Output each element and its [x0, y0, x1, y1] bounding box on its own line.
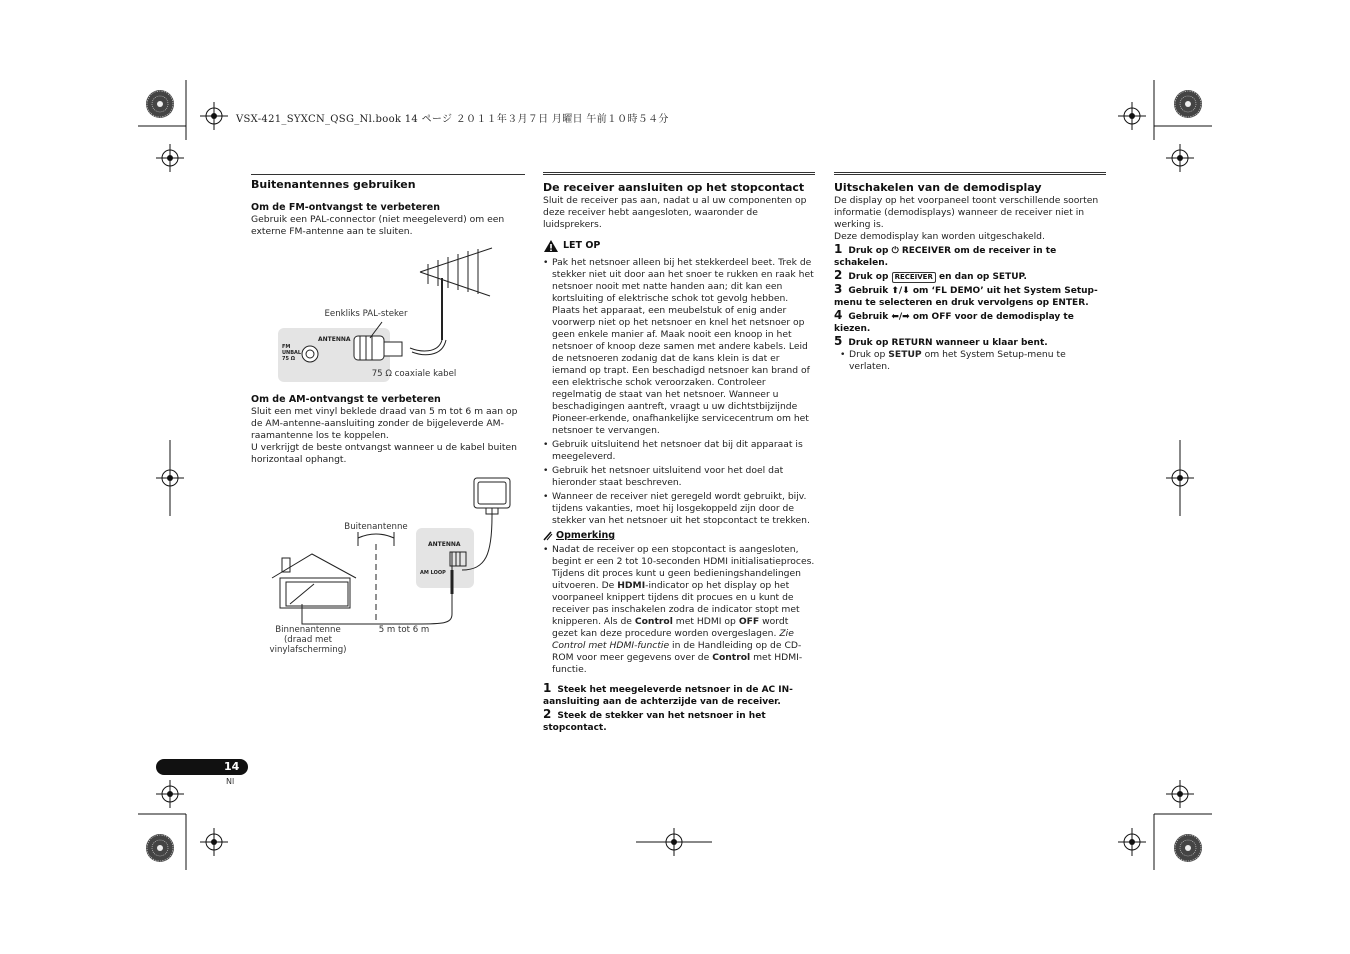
indoor-label-line-1: Binnenantenne [275, 625, 341, 635]
am-text-2: U verkrijgt de beste ontvangst wanneer u de kabel buiten horizontaal ophangt. [251, 442, 517, 465]
fm-panel-unbal-label: UNBAL [282, 350, 302, 356]
step-text: Steek de stekker van het netsnoer in het stopcontact. [543, 711, 766, 733]
step-number: 1 [834, 242, 843, 256]
step-3 [834, 283, 1108, 309]
note-list [543, 544, 815, 676]
note-text: Nadat de receiver op een stopcontact is aangesloten, begint er een 2 tot 10-seconden HDMI initialisatieproces. Tijdens dit proces kunt u geen bedieningshandelingen uitvoeren. De [552, 544, 815, 591]
note-text: -indicator op het display op het voorpaneel knippert tijdens dit procues en u kunt de receiver pas inschakelen zodra de indicator stopt met knipperen. Als de [552, 580, 800, 627]
tip-bold-setup: SETUP [888, 349, 922, 360]
list-item: • Gebruik het netsnoer uitsluitend voor het doel dat hieronder staat beschreven. [543, 465, 815, 489]
left-column [251, 178, 523, 238]
note-bold-control: Control [634, 616, 673, 627]
step-number: 1 [543, 681, 552, 695]
up-down-arrow-icon: ⬆/⬇ [891, 286, 910, 296]
note-bold-control: Control [712, 652, 751, 663]
step-text: Gebruik [848, 286, 892, 296]
step-2 [543, 708, 815, 734]
tip-list [840, 349, 1108, 373]
section-title: De receiver aansluiten op het stopcontact [543, 181, 805, 194]
middle-intro: Sluit de receiver pas aan, nadat u al uw componenten op deze receiver hebt aangesloten, waaronder de luidsprekers. [543, 195, 807, 230]
coax-cable-label: 75 Ω coaxiale kabel [371, 369, 457, 379]
am-panel-antenna-label: ANTENNA [428, 541, 461, 548]
step-1 [834, 243, 1108, 269]
list-item: • Wanneer de receiver niet geregeld wordt gebruikt, bijv. tijdens vakanties, moet hij losgekoppeld zijn door de stekker van het netsnoer uit het stopcontact te trekken. [543, 491, 815, 527]
indoor-label-line-2: (draad met [283, 635, 333, 645]
list-item: • Pak het netsnoer alleen bij het stekkerdeel beet. Trek de stekker niet uit door aan het snoer te rukken en raak het netsnoer nooit met natte handen aan; dit kan een kortsluiting of elektrische schok tot gevolg hebben. Plaats het apparaat, een meubelstuk of enig ander voorwerp niet op het netsnoer en knel het netsnoer op geen enkele manier af. Maak nooit een knoop in het netsnoer of knoop deze samen met andere kabels. Leid de netsnoeren zodanig dat de kans klein is dat er iemand op trapt. Een beschadigd netsnoer kan brand of een elektrische schok veroorzaken. Controleer regelmatig de staat van het netsnoer. Wanneer u beschadigingen aantreft, vraagt u uw dichtstbijzijnde Pioneer-erkende, onafhankelijke servicecentrum om het netsnoer te vervangen. [543, 257, 815, 437]
page-number: 14 [224, 760, 240, 773]
right-column [834, 181, 1108, 375]
list-item [840, 349, 1108, 373]
fm-text: Gebruik een PAL-connector (niet meegeleverd) om een externe FM-antenne aan te sluiten. [251, 214, 505, 237]
note-text: in de Handleiding op de CD-ROM voor meer gegevens over de [552, 640, 802, 663]
am-section [251, 394, 525, 466]
step-text: Druk op [848, 246, 892, 256]
step-text: om ‘FL DEMO’ uit het System Setup-menu te selecteren en druk vervolgens op ENTER. [834, 286, 1098, 308]
right-intro-2: Deze demodisplay kan worden uitgeschakeld. [834, 231, 1045, 242]
fm-subtitle: Om de FM-ontvangst te verbeteren [251, 202, 440, 213]
section-title: Uitschakelen van de demodisplay [834, 181, 1042, 194]
left-column-rule [251, 174, 525, 175]
step-number: 3 [834, 282, 843, 296]
am-panel-amloop-label: AM LOOP [420, 570, 446, 576]
right-intro: De display op het voorpaneel toont verschillende soorten informatie (demodisplays) wanneer de receiver niet in werking is. [834, 195, 1099, 230]
book-header-line: VSX-421_SYXCN_QSG_Nl.book 14 ページ ２０１１年３月７日 月曜日 午前１０時５４分 [236, 114, 669, 125]
step-number: 5 [834, 334, 843, 348]
caution-header [543, 239, 815, 253]
wire-length-label: 5 m tot 6 m [378, 625, 430, 635]
step-1 [543, 682, 815, 708]
fm-panel-antenna-label: ANTENNA [318, 336, 351, 343]
note-pencil-icon [543, 531, 553, 541]
note-text: met HDMI-functie. [552, 652, 803, 675]
am-subtitle: Om de AM-ontvangst te verbeteren [251, 394, 441, 405]
step-4 [834, 309, 1108, 335]
step-text: om OFF voor de demodisplay te kiezen. [834, 312, 1074, 334]
step-text: RECEIVER om de receiver in te schakelen. [834, 246, 1057, 268]
fm-panel-ohm-label: 75 Ω [282, 356, 295, 362]
note-header [543, 530, 815, 542]
step-2 [834, 269, 1108, 283]
note-text: wordt gezet kan deze procedure worden overgeslagen. [552, 616, 789, 639]
am-text-1: Sluit een met vinyl beklede draad van 5 m tot 6 m aan op de AM-antenne-aansluiting zonder de bijgeleverde AM-raamantenne los te koppelen. [251, 406, 518, 441]
step-text: Gebruik [848, 312, 892, 322]
list-item: • Gebruik uitsluitend het netsnoer dat bij dit apparaat is meegeleverd. [543, 439, 815, 463]
step-number: 4 [834, 308, 843, 322]
right-column-rule [834, 172, 1106, 175]
step-text: Steek het meegeleverde netsnoer in de AC IN-aansluiting aan de achterzijde van de receiver. [543, 685, 793, 707]
step-number: 2 [543, 707, 552, 721]
note-text: met HDMI op [672, 616, 739, 627]
tip-text: Druk op [849, 349, 889, 360]
list-item [543, 544, 815, 676]
tip-text: om het System Setup-menu te verlaten. [849, 349, 1066, 372]
note-bold-off: OFF [738, 616, 760, 627]
middle-column-rule [543, 172, 815, 175]
caution-label: LET OP [563, 240, 601, 251]
fm-panel-fm-label: FM [282, 344, 291, 350]
indoor-label-line-3: vinylafscherming) [269, 645, 347, 655]
power-icon: ⏻ [891, 246, 899, 256]
note-label: Opmerking [556, 530, 616, 541]
outdoor-antenna-label: Buitenantenne [344, 522, 408, 532]
note-bold-hdmi: HDMI [617, 580, 646, 591]
step-5 [834, 335, 1108, 349]
warning-triangle-icon [543, 239, 559, 253]
step-text: en dan op SETUP. [935, 272, 1027, 282]
step-text: Druk op RETURN wanneer u klaar bent. [848, 338, 1048, 348]
note-italic-ref: Zie Control met HDMI-functie [552, 628, 794, 651]
caution-list [543, 257, 815, 527]
indoor-antenna-label [258, 625, 358, 655]
section-title: Buitenantennes gebruiken [251, 178, 416, 191]
left-right-arrow-icon: ⬅/➡ [891, 312, 910, 322]
language-code: Nl [226, 777, 235, 786]
step-number: 2 [834, 268, 843, 282]
pal-plug-label: Eenkliks PAL-steker [324, 309, 408, 319]
receiver-key-icon: RECEIVER [892, 272, 936, 283]
step-text: Druk op [848, 272, 892, 282]
middle-column [543, 181, 815, 734]
